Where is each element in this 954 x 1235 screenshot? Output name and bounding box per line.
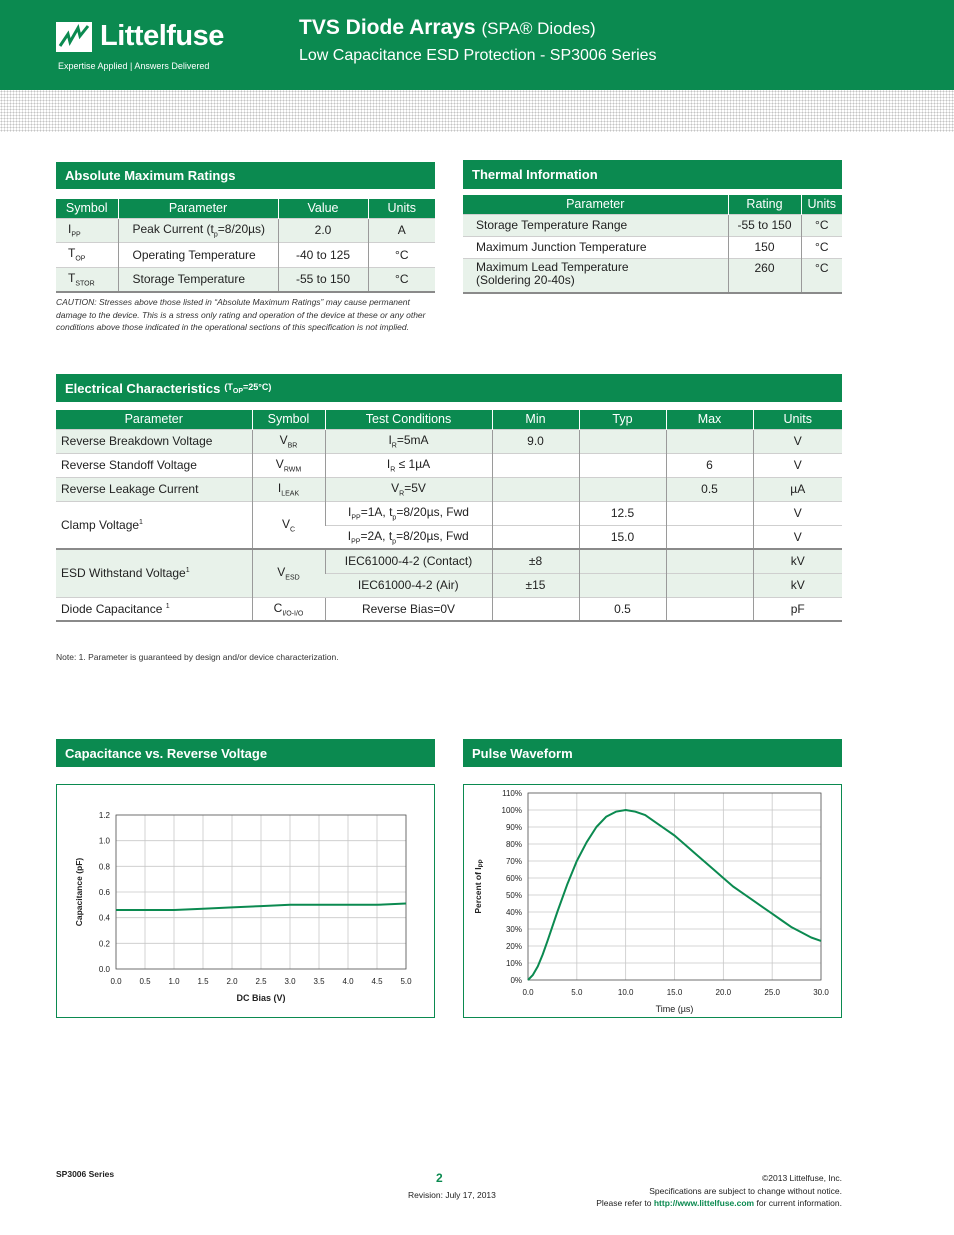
page-header — [0, 0, 954, 90]
x-tick-label: 3.5 — [313, 977, 325, 986]
symbol-cell: $C_{I/O-I/O}$ — [252, 597, 325, 621]
page-number: 2 — [436, 1171, 443, 1185]
x-tick-label: 15.0 — [666, 988, 683, 997]
refer-line: Please refer to http://www.littelfuse.com for current information. — [596, 1198, 842, 1208]
symbol-cell: $T_{OP}$ — [56, 242, 118, 267]
table-header-row — [56, 410, 842, 429]
units-cell: kV — [753, 573, 842, 597]
col-header: Parameter — [118, 199, 278, 218]
col-header: Test Conditions — [325, 410, 492, 429]
x-tick-label: 25.0 — [764, 988, 780, 997]
units-cell: °C — [368, 242, 435, 267]
y-tick-label: 0.0 — [98, 965, 110, 974]
rating-cell: -55 to 150 — [728, 214, 801, 236]
abs-max-title: Absolute Maximum Ratings — [56, 162, 435, 189]
abs-max-table — [56, 199, 435, 293]
table-row — [56, 453, 842, 477]
value-cell: -55 to 150 — [278, 267, 368, 292]
capacitance-chart — [56, 784, 435, 1018]
max-cell — [666, 573, 753, 597]
typ-cell: 15.0 — [579, 525, 666, 549]
symbol-cell: $T_{STOR}$ — [56, 267, 118, 292]
col-header: Parameter — [56, 410, 252, 429]
max-cell — [666, 525, 753, 549]
symbol-cell: $V_{BR}$ — [252, 429, 325, 453]
col-header: Units — [801, 195, 842, 214]
units-cell: °C — [801, 258, 842, 293]
capacitance-chart-svg — [57, 785, 434, 1017]
table-header-row — [56, 199, 435, 218]
parameter-cell: Reverse Breakdown Voltage — [56, 429, 252, 453]
min-cell: ±15 — [492, 573, 579, 597]
col-header: Symbol — [56, 199, 118, 218]
parameter-cell: Clamp Voltage$^1$ — [56, 501, 252, 549]
caution-text: CAUTION: Stresses above those listed in “Absolute Maximum Ratings” may cause permanent damage to the device. This is a stress only rating and operation of the device at these or any other conditions above those indicated in the operational sections of this specification is not implied. — [56, 297, 426, 332]
table-row — [56, 242, 435, 267]
pulse-chart-title: Pulse Waveform — [463, 739, 842, 767]
pulse-chart-svg — [464, 785, 841, 1017]
x-tick-label: 10.0 — [617, 988, 634, 997]
rating-cell: 150 — [728, 236, 801, 258]
y-tick-label: 110% — [502, 789, 522, 798]
x-tick-label: 2.0 — [226, 977, 238, 986]
thermal-table — [463, 195, 842, 294]
x-tick-label: 4.5 — [371, 977, 383, 986]
parameter-cell: Reverse Standoff Voltage — [56, 453, 252, 477]
value-cell: -40 to 125 — [278, 242, 368, 267]
rating-cell: 260 — [728, 258, 801, 293]
revision-date: Revision: July 17, 2013 — [408, 1190, 496, 1200]
y-tick-label: 60% — [505, 874, 522, 883]
units-cell: pF — [753, 597, 842, 621]
typ-cell — [579, 453, 666, 477]
max-cell: 6 — [666, 453, 753, 477]
cap-chart-title: Capacitance vs. Reverse Voltage — [56, 739, 435, 767]
y-tick-label: 10% — [505, 959, 522, 968]
condition-cell: IEC61000-4-2 (Air) — [325, 573, 492, 597]
table-row — [463, 258, 842, 293]
x-tick-label: 0.0 — [110, 977, 122, 986]
x-tick-label: 3.0 — [284, 977, 296, 986]
typ-cell — [579, 429, 666, 453]
title-rest: (SPA® Diodes) — [481, 19, 596, 38]
parameter-cell: Operating Temperature — [118, 242, 278, 267]
max-cell — [666, 501, 753, 525]
x-tick-label: 5.0 — [571, 988, 583, 997]
elec-note: Note: 1. Parameter is guaranteed by design and/or device characterization. — [56, 652, 339, 662]
col-header: Typ — [579, 410, 666, 429]
y-tick-label: 0.8 — [98, 862, 110, 872]
x-tick-label: 20.0 — [715, 988, 732, 997]
brand-tagline: Expertise Applied | Answers Delivered — [58, 61, 210, 71]
min-cell: 9.0 — [492, 429, 579, 453]
units-cell: V — [753, 453, 842, 477]
page-subtitle: Low Capacitance ESD Protection - SP3006 Series — [299, 47, 657, 64]
units-cell: V — [753, 501, 842, 525]
table-row — [56, 267, 435, 292]
condition-cell: $V_R=5V$ — [325, 477, 492, 501]
symbol-cell: $I_{PP}$ — [56, 218, 118, 242]
condition-cell: $I_R=5mA$ — [325, 429, 492, 453]
parameter-cell: Storage Temperature Range — [463, 214, 728, 236]
x-axis-label: DC Bias (V) — [236, 993, 286, 1003]
table-row — [56, 218, 435, 242]
y-tick-label: 0.2 — [98, 939, 110, 949]
parameter-cell: Maximum Junction Temperature — [463, 236, 728, 258]
min-cell — [492, 477, 579, 501]
condition-cell: $I_{PP}=2A$, $t_p=8/20\mu s$, Fwd — [325, 525, 492, 549]
parameter-cell: ESD Withstand Voltage$^1$ — [56, 549, 252, 597]
y-tick-label: 30% — [505, 925, 522, 934]
littelfuse-logo — [56, 18, 236, 76]
header-dot-pattern — [0, 90, 954, 132]
typ-cell: 0.5 — [579, 597, 666, 621]
symbol-cell: $V_{RWM}$ — [252, 453, 325, 477]
col-header: Min — [492, 410, 579, 429]
y-tick-label: 1.0 — [98, 836, 110, 846]
symbol-cell: $V_{ESD}$ — [252, 549, 325, 597]
col-header: Value — [278, 199, 368, 218]
typ-cell — [579, 573, 666, 597]
units-cell: A — [368, 218, 435, 242]
x-tick-label: 0.5 — [139, 977, 151, 986]
col-header: Symbol — [252, 410, 325, 429]
min-cell: ±8 — [492, 549, 579, 573]
y-tick-label: 90% — [505, 823, 522, 832]
parameter-cell: Storage Temperature — [118, 267, 278, 292]
pulse-chart — [463, 784, 842, 1018]
max-cell — [666, 429, 753, 453]
value-cell: 2.0 — [278, 218, 368, 242]
table-row — [56, 477, 842, 501]
units-cell: V — [753, 525, 842, 549]
table-row — [56, 597, 842, 621]
footer-notice — [596, 1172, 842, 1210]
x-tick-label: 4.0 — [342, 977, 354, 986]
col-header: Units — [368, 199, 435, 218]
typ-cell — [579, 549, 666, 573]
min-cell — [492, 501, 579, 525]
table-row — [463, 214, 842, 236]
thermal-title: Thermal Information — [463, 160, 842, 189]
x-tick-label: 30.0 — [813, 988, 829, 997]
title-bold: TVS Diode Arrays — [299, 16, 476, 39]
units-cell: kV — [753, 549, 842, 573]
max-cell — [666, 549, 753, 573]
units-cell: °C — [801, 214, 842, 236]
max-cell: 0.5 — [666, 477, 753, 501]
units-cell: °C — [368, 267, 435, 292]
x-tick-label: 1.0 — [168, 977, 180, 986]
x-tick-label: 0.0 — [522, 988, 534, 997]
brand-name: Littelfuse — [100, 20, 224, 52]
typ-cell: 12.5 — [579, 501, 666, 525]
parameter-cell: Maximum Lead Temperature (Soldering 20-40s) — [463, 258, 728, 293]
y-tick-label: 70% — [505, 857, 522, 866]
y-tick-label: 40% — [505, 908, 522, 917]
y-axis-label: Capacitance (pF) — [74, 857, 84, 927]
col-header: Max — [666, 410, 753, 429]
table-row — [56, 501, 842, 525]
y-tick-label: 0.4 — [98, 913, 110, 923]
symbol-cell: $I_{LEAK}$ — [252, 477, 325, 501]
min-cell — [492, 453, 579, 477]
symbol-cell: $V_C$ — [252, 501, 325, 549]
col-header: Parameter — [463, 195, 728, 214]
table-row — [56, 549, 842, 573]
y-axis-label: Percent of $I_{PP}$ — [473, 859, 485, 914]
x-tick-label: 2.5 — [255, 977, 267, 986]
y-tick-label: 50% — [505, 891, 522, 900]
condition-cell: $I_R \le 1\mu A$ — [325, 453, 492, 477]
parameter-cell: Reverse Leakage Current — [56, 477, 252, 501]
units-cell: °C — [801, 236, 842, 258]
elec-table — [56, 410, 842, 622]
condition-cell: IEC61000-4-2 (Contact) — [325, 549, 492, 573]
col-header: Units — [753, 410, 842, 429]
y-tick-label: 0.6 — [98, 888, 110, 897]
table-row — [463, 236, 842, 258]
y-tick-label: 20% — [505, 942, 522, 951]
x-tick-label: 5.0 — [400, 977, 412, 986]
parameter-cell: Peak Current $(t_p=8/20\mu s)$ — [118, 218, 278, 242]
typ-cell — [579, 477, 666, 501]
y-tick-label: 80% — [505, 840, 522, 849]
condition-cell: $I_{PP}=1A$, $t_p=8/20\mu s$, Fwd — [325, 501, 492, 525]
table-header-row — [463, 195, 842, 214]
x-tick-label: 1.5 — [197, 977, 209, 986]
units-cell: µA — [753, 477, 842, 501]
y-tick-label: 1.2 — [98, 811, 110, 820]
col-header: Rating — [728, 195, 801, 214]
max-cell — [666, 597, 753, 621]
elec-title: Electrical Characteristics $(T_{OP}=25^\circ C)$ — [56, 374, 842, 402]
units-cell: V — [753, 429, 842, 453]
y-tick-label: 0% — [510, 976, 522, 985]
table-row — [56, 429, 842, 453]
condition-cell: Reverse Bias=0V — [325, 597, 492, 621]
min-cell — [492, 597, 579, 621]
min-cell — [492, 525, 579, 549]
y-tick-label: 100% — [501, 806, 522, 815]
spec-notice: Specifications are subject to change without notice. — [649, 1185, 842, 1196]
footer-series: SP3006 Series — [56, 1169, 115, 1179]
x-axis-label: Time (µs) — [655, 1004, 694, 1014]
parameter-cell: Diode Capacitance $^1$ — [56, 597, 252, 621]
copyright: ©2013 Littelfuse, Inc. — [762, 1173, 842, 1183]
littelfuse-mark-icon — [56, 22, 92, 52]
website-link[interactable]: http://www.littelfuse.com — [653, 1198, 755, 1208]
page-title — [299, 16, 596, 40]
